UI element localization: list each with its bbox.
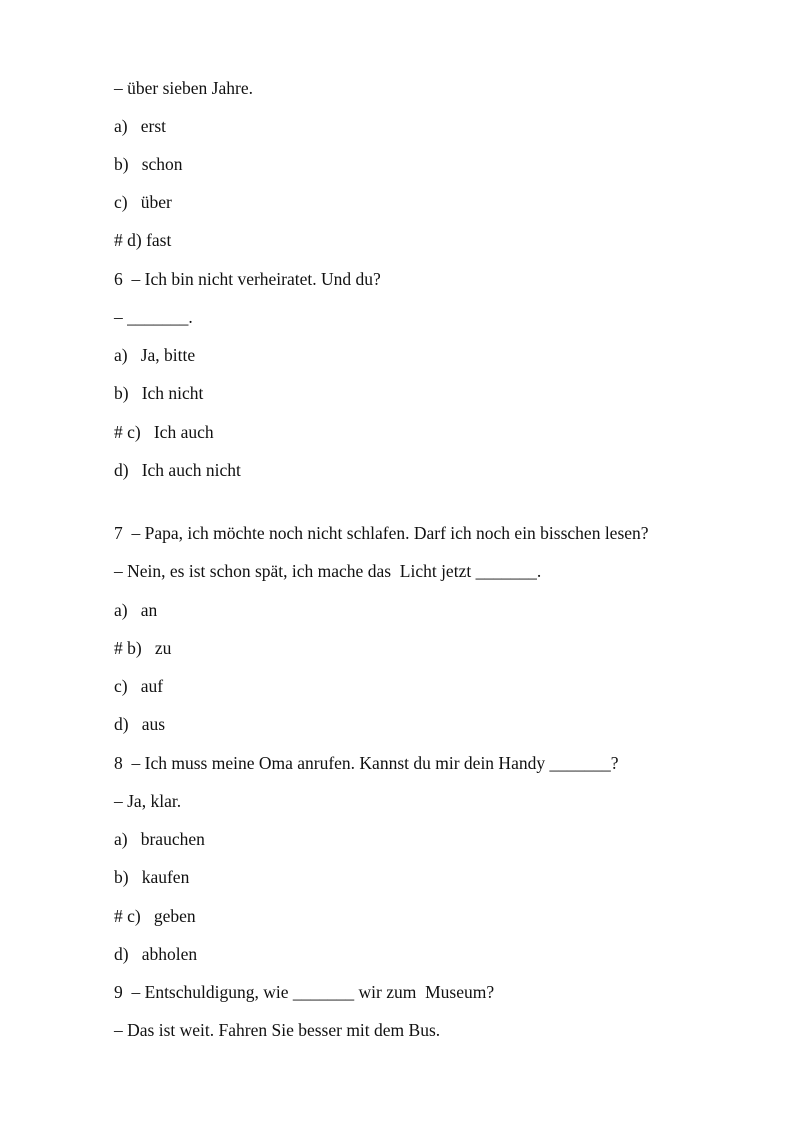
question-8: 8 – Ich muss meine Oma anrufen. Kannst du mir dein Handy _______? [114,753,619,773]
q6-option-b: b) Ich nicht [114,383,204,403]
q7-option-b-correct: # b) zu [114,638,172,658]
q8-option-b: b) kaufen [114,867,190,887]
question-7-reply: – Nein, es ist schon spät, ich mache das Licht jetzt _______. [114,561,542,581]
answer-line-5: – über sieben Jahre. [114,78,253,98]
question-7: 7 – Papa, ich möchte noch nicht schlafen. Darf ich noch ein bisschen lesen? [114,523,649,543]
q6-option-d: d) Ich auch nicht [114,460,241,480]
q8-option-d: d) abholen [114,944,198,964]
q6-option-c-correct: # c) Ich auch [114,422,214,442]
q5-option-d-correct: # d) fast [114,230,172,250]
question-9-reply: – Das ist weit. Fahren Sie besser mit dem Bus. [114,1020,441,1040]
question-9: 9 – Entschuldigung, wie _______ wir zum Museum? [114,982,495,1002]
q5-option-b: b) schon [114,154,183,174]
q6-option-a: a) Ja, bitte [114,345,196,365]
q5-option-c: c) über [114,192,172,212]
q7-option-d: d) aus [114,714,166,734]
question-8-reply: – Ja, klar. [114,791,182,811]
q8-option-a: a) brauchen [114,829,205,849]
q7-option-a: a) an [114,600,158,620]
q8-option-c-correct: # c) geben [114,906,196,926]
q7-option-c: c) auf [114,676,164,696]
question-6-reply: – _______. [114,307,193,327]
question-6: 6 – Ich bin nicht verheiratet. Und du? [114,269,381,289]
q5-option-a: a) erst [114,116,166,136]
